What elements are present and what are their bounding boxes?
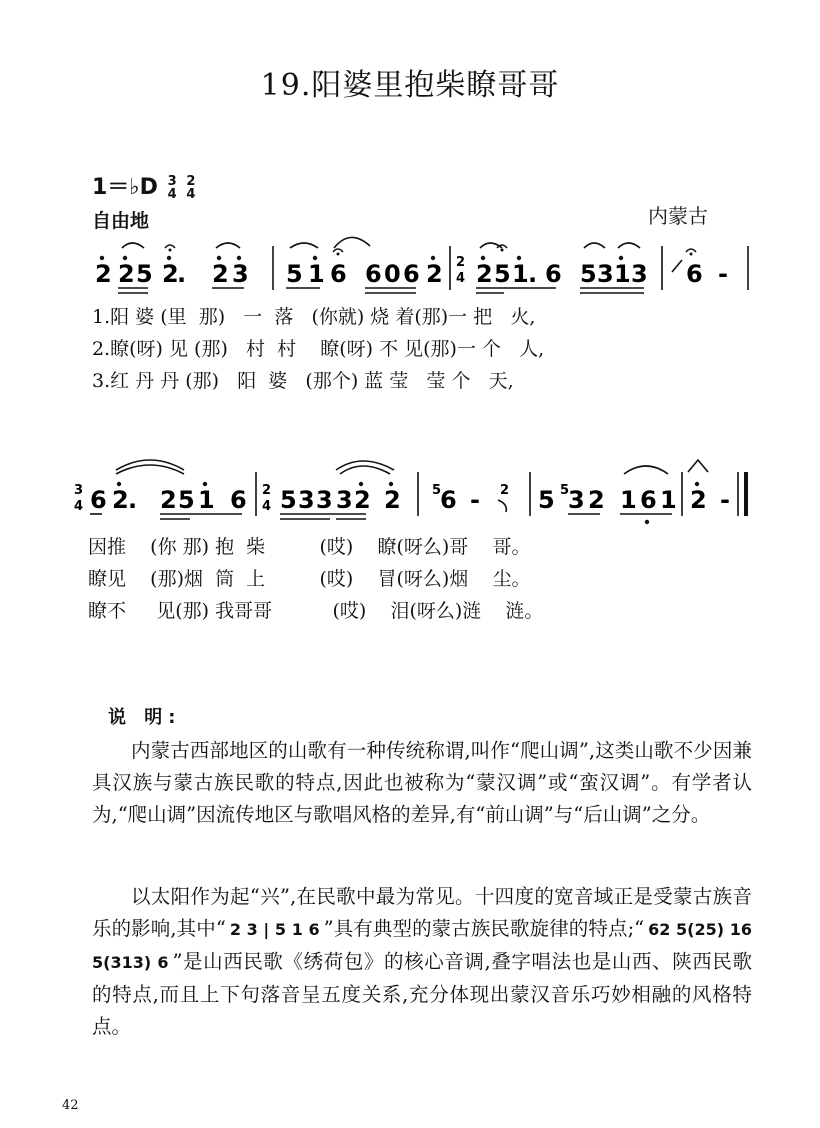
svg-text:2: 2 [384, 486, 401, 514]
svg-text:.: . [528, 260, 538, 288]
svg-text:2: 2 [160, 486, 177, 514]
svg-text:2: 2 [476, 260, 493, 288]
svg-text:.: . [128, 486, 138, 514]
svg-text:3: 3 [316, 486, 333, 514]
lyric-verse-2: 2.瞭(呀) 见 (那) 村 村 瞭(呀) 不 见(那)一 个 人, [92, 338, 545, 360]
inline-notation-2: 62 5(25) 16 5(313) 6 [92, 920, 753, 972]
svg-text:2: 2 [95, 260, 112, 288]
svg-text:5: 5 [494, 260, 511, 288]
svg-text:6: 6 [365, 260, 382, 288]
svg-text:2: 2 [690, 486, 707, 514]
lyric-line-2-verse-1: 因推 (你 那) 抱 柴 (哎) 瞭(呀么)哥 哥。 [88, 536, 531, 558]
svg-text:2: 2 [588, 486, 605, 514]
key-label: 1＝♭D [92, 175, 158, 200]
svg-text:2: 2 [112, 486, 129, 514]
svg-text:5: 5 [286, 260, 303, 288]
svg-text:1: 1 [620, 486, 637, 514]
svg-text:-: - [718, 260, 728, 288]
svg-text:0: 0 [384, 260, 401, 288]
svg-text:2: 2 [500, 483, 510, 498]
svg-text:3: 3 [597, 260, 614, 288]
svg-text:6: 6 [230, 486, 247, 514]
svg-text:4: 4 [456, 271, 466, 286]
svg-text:2: 2 [456, 255, 466, 270]
meter-2-4: 2 4 [186, 174, 196, 202]
score-system-1 [95, 237, 748, 293]
svg-text:.: . [177, 260, 187, 288]
svg-text:6: 6 [686, 260, 703, 288]
svg-text:5: 5 [580, 260, 597, 288]
svg-text:5: 5 [136, 260, 153, 288]
svg-text:1: 1 [308, 260, 325, 288]
score-system-2 [74, 460, 746, 524]
svg-text:2: 2 [354, 486, 371, 514]
svg-text:-: - [470, 486, 480, 514]
lyric-verse-1: 1.阳 婆 (里 那) 一 落 (你就) 烧 着(那)一 把 火, [92, 306, 536, 328]
lyric-verse-3: 3.红 丹 丹 (那) 阳 婆 (那个) 蓝 莹 莹 个 天, [92, 370, 514, 392]
svg-text:6: 6 [330, 260, 347, 288]
page-title: 19.阳婆里抱柴瞭哥哥 [260, 68, 560, 103]
svg-text:2: 2 [426, 260, 443, 288]
svg-text:3: 3 [74, 483, 84, 498]
explanation-paragraph-1: 内蒙古西部地区的山歌有一种传统称谓,叫作“爬山调”,这类山歌不少因兼具汉族与蒙古族民歌的特点,因此也被称为“蒙汉调”或“蛮汉调”。有学者认为,“爬山调”因流传地区与歌唱风格的差异,有“前山调”与“后山调”之分。 [92, 739, 752, 826]
svg-text:2: 2 [162, 260, 179, 288]
svg-text:5: 5 [178, 486, 195, 514]
svg-text:2: 2 [212, 260, 229, 288]
svg-text:4: 4 [262, 499, 272, 514]
explanation-heading: 说 明: [108, 707, 182, 728]
tempo-marking: 自由地 [92, 210, 150, 232]
svg-text:3: 3 [336, 486, 353, 514]
meter-3-4: 3 4 [167, 174, 177, 202]
svg-text:3: 3 [298, 486, 315, 514]
svg-text:3: 3 [568, 486, 585, 514]
svg-text:5: 5 [560, 483, 570, 498]
svg-text:1: 1 [660, 486, 677, 514]
svg-text:6: 6 [440, 486, 457, 514]
svg-text:5: 5 [280, 486, 297, 514]
svg-text:1: 1 [614, 260, 631, 288]
page-number: 42 [62, 1098, 79, 1113]
svg-text:5: 5 [538, 486, 555, 514]
svg-text:6: 6 [545, 260, 562, 288]
svg-text:2: 2 [262, 483, 272, 498]
svg-text:6: 6 [90, 486, 107, 514]
svg-text:3: 3 [631, 260, 648, 288]
lyric-line-2-verse-3: 瞭不 见(那) 我哥哥 (哎) 泪(呀么)涟 涟。 [88, 600, 544, 622]
inline-notation-1: 2 3 | 5 1 6 [229, 920, 320, 939]
song-origin: 内蒙古 [648, 204, 708, 228]
svg-text:1: 1 [512, 260, 529, 288]
svg-text:6: 6 [403, 260, 420, 288]
lyric-line-2-verse-2: 瞭见 (那)烟 筒 上 (哎) 冒(呀么)烟 尘。 [88, 568, 531, 590]
svg-text:-: - [720, 486, 730, 514]
svg-text:5: 5 [432, 483, 442, 498]
svg-text:1: 1 [198, 486, 215, 514]
explanation-paragraph-2: 以太阳作为起“兴”,在民歌中最为常见。十四度的宽音域正是受蒙古族音乐的影响,其中“ 2 3 | 5 1 6 ”具有典型的蒙古族民歌旋律的特点;“ 62 5(25) 16 5(313) 6 ”是山西民歌《绣荷包》的核心音调,叠字唱法也是山西、陕西民歌的特点,而且上下句落音呈五度关系,充分体现出蒙汉音乐巧妙相融的风格特点。 [92, 885, 753, 1038]
svg-text:2: 2 [118, 260, 135, 288]
svg-text:3: 3 [232, 260, 249, 288]
svg-text:6: 6 [640, 486, 657, 514]
svg-text:4: 4 [74, 499, 84, 514]
